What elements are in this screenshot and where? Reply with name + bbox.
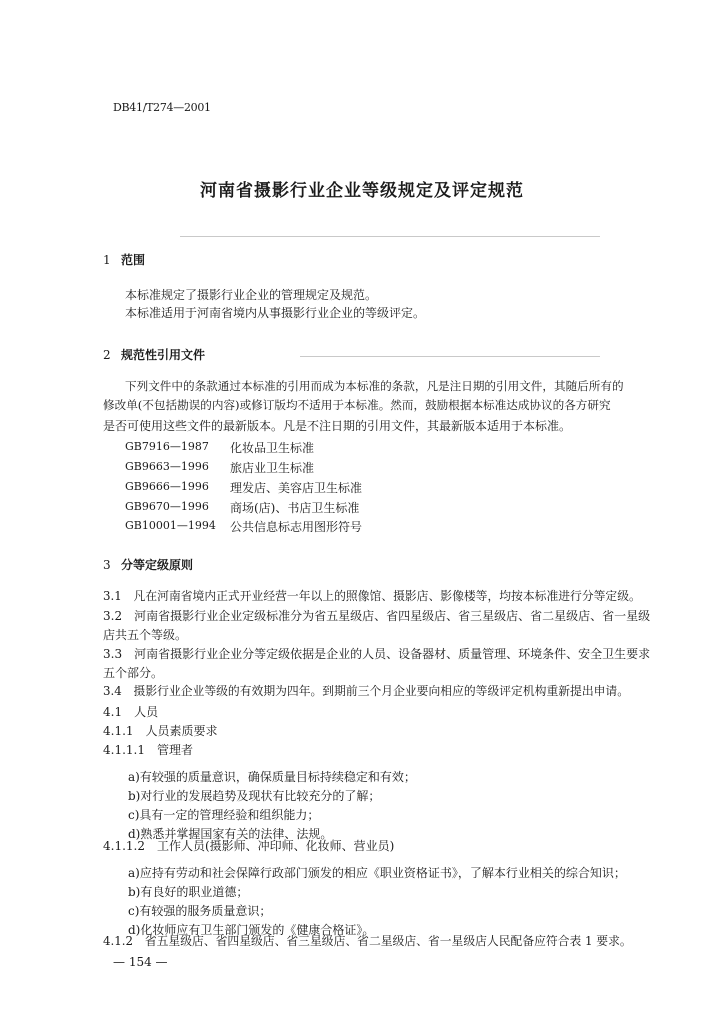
clause-line: 3.1 凡在河南省境内正式开业经营一年以上的照像馆、摄影店、影像楼等，均按本标准进行分等定级。 [103, 589, 641, 603]
list-item: a)有较强的质量意识，确保质量目标持续稳定和有效； [128, 770, 416, 784]
section-3-heading [103, 556, 193, 573]
list-item: b)对行业的发展趋势及现状有比较充分的了解； [128, 789, 381, 803]
list-item: d)化妆师应有卫生部门颁发的《健康合格证》。 [128, 923, 375, 937]
list-item: b)有良好的职业道德； [128, 885, 249, 899]
reference-code: GB10001—1994 [125, 519, 216, 532]
reference-name: 理发店、美容店卫生标准 [230, 481, 363, 495]
clause-line: 3.4 摄影行业企业等级的有效期为四年。到期前三个月企业要向相应的等级评定机构重新提出申请。 [103, 684, 630, 698]
clause-4-1: 4.1 人员 [103, 705, 159, 719]
list-item: a)应持有劳动和社会保障行政部门颁发的相应《职业资格证书》，了解本行业相关的综合知识； [128, 866, 626, 880]
reference-name: 公共信息标志用图形符号 [230, 520, 363, 534]
list-item: d)熟悉并掌握国家有关的法律、法规。 [128, 827, 333, 841]
list-item: c)有较强的服务质量意识； [128, 904, 272, 918]
reference-name: 旅店业卫生标准 [230, 461, 315, 475]
clause-line: 3.3 河南省摄影行业企业分等定级依据是企业的人员、设备器材、质量管理、环境条件、安全卫生要求 [103, 647, 651, 661]
clause-4-1-1-2: 4.1.1.2 工作人员(摄影师、冲印师、化妆师、营业员) [103, 839, 395, 853]
section-title: 范围 [121, 253, 146, 267]
page-number: — 154 — [113, 955, 168, 969]
clause-line: 五个部分。 [103, 666, 164, 680]
paragraph: 本标准规定了摄影行业企业的管理规定及规范。 [125, 288, 378, 302]
section-title: 分等定级原则 [121, 558, 194, 572]
reference-code: GB9666—1996 [125, 480, 209, 493]
section-2-heading [103, 346, 205, 363]
paragraph: 本标准适用于河南省境内从事摄影行业企业的等级评定。 [125, 306, 426, 320]
paragraph-line: 修改单(不包括勘误的内容)或修订版均不适用于本标准。然而，鼓励根据本标准达成协议的各方研究 [103, 398, 611, 412]
document-title: 河南省摄影行业企业等级规定及评定规范 [200, 181, 524, 201]
reference-name: 商场(店)、书店卫生标准 [230, 501, 360, 515]
paragraph-line: 下列文件中的条款通过本标准的引用而成为本标准的条款，凡是注日期的引用文件，其随后所有的 [125, 379, 624, 393]
section-1-heading [103, 251, 145, 268]
standard-code: DB41/T274—2001 [113, 101, 211, 114]
clause-4-1-2: 4.1.2 省五星级店、省四星级店、省三星级店、省二星级店、省一星级店人民配备应符合表 1 要求。 [103, 934, 632, 948]
clause-line: 3.2 河南省摄影行业企业定级标准分为省五星级店、省四星级店、省三星级店、省二星级店、省一星级 [103, 609, 651, 623]
section-number: 1 [103, 253, 111, 267]
clause-4-1-1: 4.1.1 人员素质要求 [103, 724, 218, 738]
section-title: 规范性引用文件 [121, 348, 206, 362]
section-number: 2 [103, 348, 111, 362]
reference-name: 化妆品卫生标准 [230, 441, 315, 455]
reference-code: GB9670—1996 [125, 500, 209, 513]
clause-4-1-1-1: 4.1.1.1 管理者 [103, 743, 193, 757]
scan-noise [300, 356, 600, 357]
reference-code: GB9663—1996 [125, 460, 209, 473]
reference-code: GB7916—1987 [125, 440, 209, 453]
scan-noise [180, 236, 600, 237]
list-item: c)具有一定的管理经验和组织能力； [128, 808, 320, 822]
section-number: 3 [103, 558, 111, 572]
clause-line: 店共五个等级。 [103, 628, 188, 642]
paragraph-line: 是否可使用这些文件的最新版本。凡是不注日期的引用文件，其最新版本适用于本标准。 [103, 419, 572, 433]
